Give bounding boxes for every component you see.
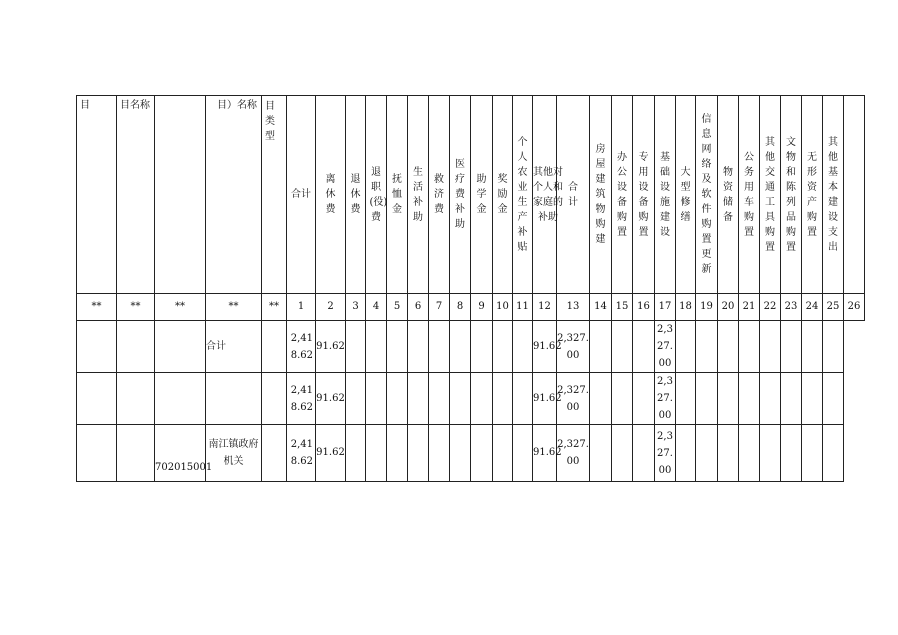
expenditure-table (76, 95, 865, 482)
star-cell: ** (206, 294, 262, 321)
num-cell: 26 (844, 294, 865, 321)
data-cell (262, 321, 287, 373)
header-cell: 文物和陈列品购置 (781, 96, 802, 294)
header-cell: 助学金 (471, 96, 493, 294)
header-cell: 合计 (557, 96, 590, 294)
num-cell: 6 (408, 294, 429, 321)
data-cell: 2,327.00 (557, 425, 590, 482)
data-cell: 2,418.62 (287, 425, 316, 482)
header-cell: 房屋建筑物购建 (590, 96, 612, 294)
num-cell: 19 (696, 294, 718, 321)
data-cell: 2,327.00 (557, 321, 590, 373)
data-cell (117, 425, 155, 482)
num-cell: 24 (802, 294, 823, 321)
header-cell: 办公设备购置 (612, 96, 633, 294)
header-cell: 退休费 (346, 96, 366, 294)
header-cell: 公务用车购置 (739, 96, 760, 294)
header-cell: 医疗费补助 (450, 96, 471, 294)
num-cell: 9 (471, 294, 493, 321)
data-cell: 2,327.00 (655, 373, 676, 425)
num-cell: 10 (493, 294, 513, 321)
data-cell (77, 425, 117, 482)
number-row (77, 294, 865, 321)
table-row (77, 425, 865, 482)
data-cell: 2,327.00 (655, 321, 676, 373)
num-cell: 7 (429, 294, 450, 321)
num-cell: 4 (366, 294, 387, 321)
data-cell: 2,418.62 (287, 321, 316, 373)
data-cell (155, 373, 206, 425)
num-cell: 11 (513, 294, 533, 321)
data-cell (206, 373, 262, 425)
header-cell: 物资储备 (718, 96, 739, 294)
num-cell: 15 (612, 294, 633, 321)
header-cell: 专用设备购置 (633, 96, 655, 294)
data-cell: 91.62 (533, 321, 557, 373)
num-cell: 18 (676, 294, 696, 321)
table-row (77, 321, 865, 373)
data-cell (262, 373, 287, 425)
num-cell: 12 (533, 294, 557, 321)
num-cell: 5 (387, 294, 408, 321)
num-cell: 23 (781, 294, 802, 321)
header-cell (844, 96, 865, 294)
num-cell: 1 (287, 294, 316, 321)
header-cell: 目类型 (262, 96, 287, 294)
header-cell: 无形资产购置 (802, 96, 823, 294)
star-cell: ** (77, 294, 117, 321)
header-cell: 目名称 (117, 96, 155, 294)
header-cell: 个人农业生产补贴 (513, 96, 533, 294)
header-row (77, 96, 865, 294)
data-cell (155, 321, 206, 373)
data-cell: 91.62 (533, 373, 557, 425)
header-cell: 生活补助 (408, 96, 429, 294)
data-cell (117, 373, 155, 425)
header-cell: 救济费 (429, 96, 450, 294)
num-cell: 17 (655, 294, 676, 321)
num-cell: 25 (823, 294, 844, 321)
header-cell: 合计 (287, 96, 316, 294)
num-cell: 3 (346, 294, 366, 321)
num-cell: 20 (718, 294, 739, 321)
data-cell: 2,327.00 (557, 373, 590, 425)
num-cell: 8 (450, 294, 471, 321)
data-cell (77, 321, 117, 373)
header-cell: 抚恤金 (387, 96, 408, 294)
num-cell: 2 (316, 294, 346, 321)
star-cell: ** (155, 294, 206, 321)
data-cell (262, 425, 287, 482)
header-cell (155, 96, 206, 294)
data-cell: 91.62 (316, 321, 346, 373)
header-cell: 目）名称 (206, 96, 262, 294)
table-row (77, 373, 865, 425)
data-cell: 2,327.00 (655, 425, 676, 482)
data-cell: 702015001 (155, 425, 206, 482)
data-cell (77, 373, 117, 425)
data-cell: 南江镇政府机关 (206, 425, 262, 482)
star-cell: ** (117, 294, 155, 321)
header-cell: 信息网络及软件购置更新 (696, 96, 718, 294)
num-cell: 14 (590, 294, 612, 321)
data-cell: 2,418.62 (287, 373, 316, 425)
num-cell: 21 (739, 294, 760, 321)
num-cell: 22 (760, 294, 781, 321)
header-cell: 目 (77, 96, 117, 294)
header-cell: 奖励金 (493, 96, 513, 294)
header-cell: 退职(役)费 (366, 96, 387, 294)
header-cell: 其他对个人和家庭的补助 (533, 96, 557, 294)
data-cell (117, 321, 155, 373)
star-cell: ** (262, 294, 287, 321)
data-cell: 91.62 (533, 425, 557, 482)
header-cell: 其他交通工具购置 (760, 96, 781, 294)
header-cell: 离休费 (316, 96, 346, 294)
header-cell: 大型修缮 (676, 96, 696, 294)
data-cell: 合计 (206, 321, 262, 373)
num-cell: 16 (633, 294, 655, 321)
num-cell: 13 (557, 294, 590, 321)
data-cell: 91.62 (316, 373, 346, 425)
header-cell: 基础设施建设 (655, 96, 676, 294)
data-cell: 91.62 (316, 425, 346, 482)
header-cell: 其他基本建设支出 (823, 96, 844, 294)
